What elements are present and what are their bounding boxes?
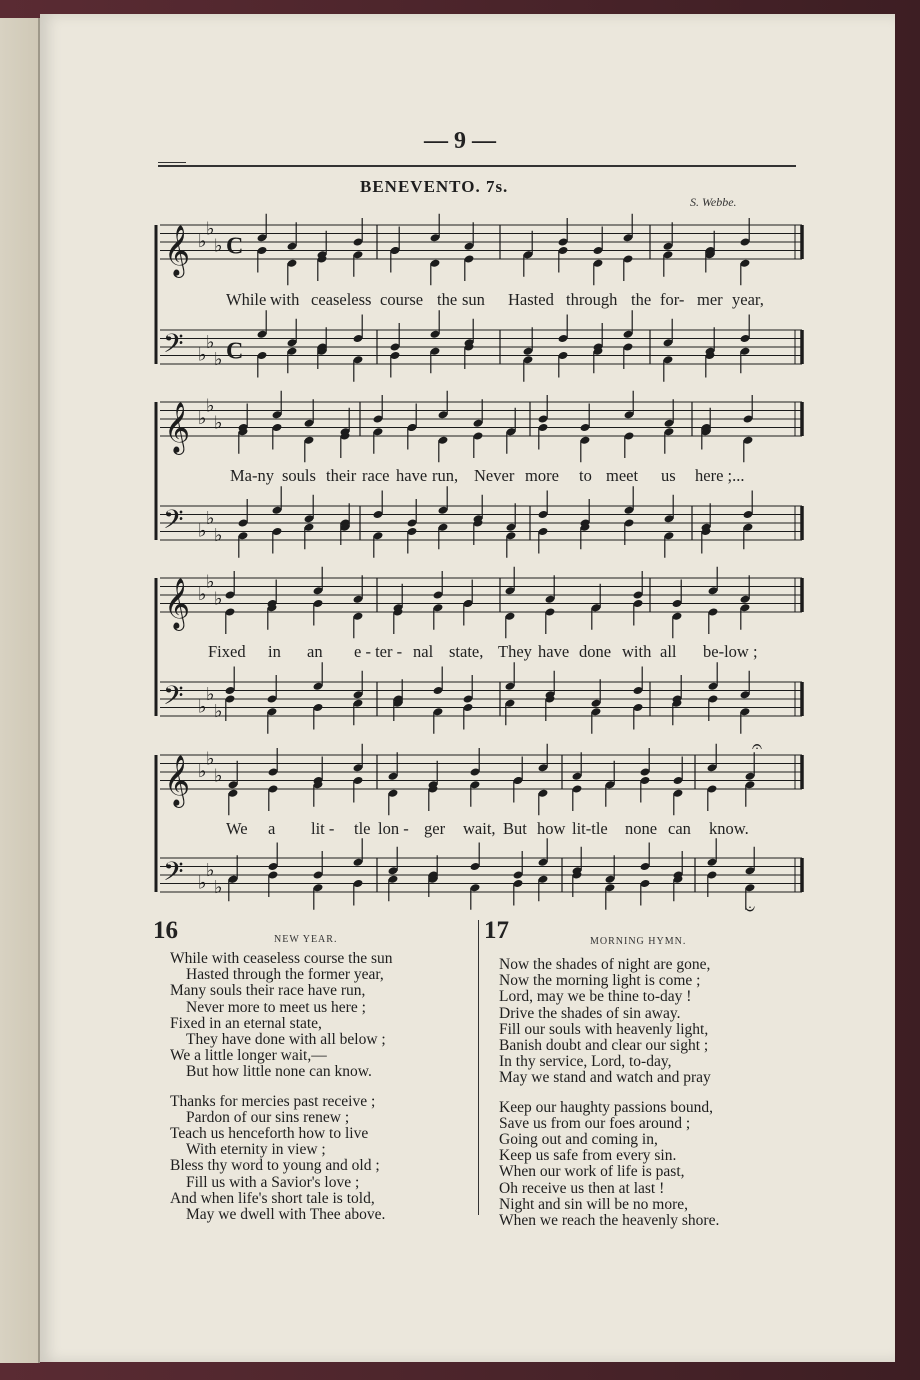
lyric-word: Hasted	[508, 290, 554, 309]
lyric-word: a	[268, 819, 276, 838]
lyric-word: run,	[432, 466, 459, 485]
lyric-word: how	[537, 819, 566, 838]
lyric-word: an	[307, 642, 323, 661]
lyric-word: While	[226, 290, 267, 309]
lyric-word: nal	[413, 642, 434, 661]
verse-line: Banish doubt and clear our sight ;	[499, 1037, 709, 1055]
verse-line: May we stand and watch and pray	[499, 1069, 711, 1087]
verse-line: When we reach the heavenly shore.	[499, 1212, 720, 1230]
verse-line: Keep our haughty passions bound,	[499, 1098, 713, 1116]
verse-line: Hasted through the former year,	[186, 966, 384, 984]
flat-icon: ♭	[198, 408, 207, 429]
verse-line: Now the morning light is come ;	[499, 972, 701, 990]
verse-line: With eternity in view ;	[186, 1141, 326, 1159]
lyric-word: can	[668, 819, 691, 838]
lyric-word: to	[579, 466, 592, 485]
verse-line: Thanks for mercies past receive ;	[170, 1092, 376, 1110]
lyric-word: their	[326, 466, 357, 485]
verse-line: Bless thy word to young and old ;	[170, 1157, 380, 1175]
common-time-icon: C	[226, 338, 244, 365]
lyric-word: the	[631, 290, 652, 309]
lyric-word: done	[579, 642, 612, 661]
lyric-word: race	[362, 466, 390, 485]
lyric-word: ceaseless	[311, 290, 372, 309]
lyric-word: none	[625, 819, 658, 838]
verse-line: They have done with all below ;	[186, 1031, 386, 1049]
verse-line: But how little none can know.	[186, 1063, 372, 1081]
verse-line: When our work of life is past,	[499, 1163, 685, 1181]
treble-clef-icon: 𝄞	[164, 755, 191, 806]
flat-icon: ♭	[198, 344, 207, 366]
bass-clef-icon: 𝄢	[163, 503, 184, 542]
flat-icon: ♭	[206, 683, 215, 705]
lyric-word: have	[538, 642, 570, 661]
flat-icon: ♭	[206, 331, 215, 353]
column-divider	[478, 920, 479, 1215]
hymn-text	[499, 957, 719, 1229]
lyric-word: meet	[606, 466, 639, 485]
flat-icon: ♭	[214, 876, 223, 898]
lyric-word: Fixed	[208, 642, 246, 661]
verse-line: And when life's short tale is told,	[170, 1189, 375, 1207]
flat-icon: ♭	[198, 231, 207, 252]
verse-line: Lord, may we be thine to-day !	[499, 988, 692, 1006]
lyric-word: all	[660, 642, 677, 661]
verse-line: Fixed in an eternal state,	[170, 1014, 322, 1032]
hymn-number: 17	[484, 917, 509, 944]
flat-icon: ♭	[214, 765, 223, 787]
lyric-word: mer	[697, 290, 723, 309]
flat-icon: ♭	[214, 588, 223, 610]
treble-clef-icon: 𝄞	[164, 402, 191, 453]
verse-line: Pardon of our sins renew ;	[186, 1108, 350, 1126]
lyric-word: lon -	[378, 819, 409, 838]
verse-line: May we dwell with Thee above.	[186, 1206, 386, 1224]
flat-icon: ♭	[214, 235, 223, 257]
lyric-word: Never	[474, 466, 515, 485]
hymn-number: 16	[153, 917, 178, 944]
lyric-word: sun	[462, 290, 485, 309]
verse-line: Fill us with a Savior's love ;	[186, 1173, 360, 1191]
lyric-word: have	[396, 466, 428, 485]
fermata-icon: 𝄑	[745, 899, 756, 920]
verse-line: Now the shades of night are gone,	[499, 956, 711, 973]
flat-icon: ♭	[206, 395, 215, 417]
flat-icon: ♭	[206, 507, 215, 529]
common-time-icon: C	[226, 233, 244, 260]
flat-icon: ♭	[214, 524, 223, 546]
lyric-word: here ;...	[695, 466, 745, 485]
tune-title: BENEVENTO. 7s.	[360, 177, 509, 196]
lyric-word: the	[437, 290, 458, 309]
lyric-word: through	[566, 290, 618, 309]
lyric-word: ger	[424, 819, 446, 838]
verse-line: Never more to meet us here ;	[186, 998, 366, 1016]
lyric-word: Ma-ny	[230, 466, 274, 485]
flat-icon: ♭	[198, 872, 207, 894]
flat-icon: ♭	[198, 520, 207, 542]
flat-icon: ♭	[198, 696, 207, 718]
treble-clef-icon: 𝄞	[164, 578, 191, 629]
lyric-word: in	[268, 642, 281, 661]
lyric-word: e - ter -	[354, 642, 403, 661]
lyric-word: lit-tle	[572, 819, 608, 838]
verse-line: Save us from our foes around ;	[499, 1114, 691, 1132]
lyric-word: But	[503, 819, 527, 838]
verse-line: While with ceaseless course the sun	[170, 950, 393, 967]
lyric-word: wait,	[463, 819, 496, 838]
treble-clef-icon: 𝄞	[164, 225, 191, 276]
bass-clef-icon: 𝄢	[163, 327, 184, 366]
flat-icon: ♭	[206, 218, 215, 240]
verse-line: Night and sin will be no more,	[499, 1195, 688, 1213]
composer: S. Webbe.	[690, 195, 737, 209]
lyric-word: be-low ;	[703, 642, 758, 661]
lyric-word: more	[525, 466, 559, 485]
fermata-icon: 𝄐	[752, 736, 763, 757]
flat-icon: ♭	[206, 571, 215, 593]
hymn-title: MORNING HYMN.	[590, 936, 687, 947]
verse-line: In thy service, Lord, to-day,	[499, 1053, 672, 1071]
flat-icon: ♭	[214, 700, 223, 722]
verse-line: Drive the shades of sin away.	[499, 1004, 681, 1022]
flat-icon: ♭	[198, 584, 207, 605]
lyric-word: tle	[354, 819, 371, 838]
verse-line: Teach us henceforth how to live	[170, 1125, 369, 1143]
lyric-word: with	[622, 642, 652, 661]
flat-icon: ♭	[214, 348, 223, 370]
lyric-word: state,	[449, 642, 484, 661]
verse-line: We a little longer wait,—	[170, 1047, 327, 1065]
lyric-word: for-	[660, 290, 685, 309]
lyric-word: with	[270, 290, 300, 309]
lyric-word: know.	[709, 819, 749, 838]
bass-clef-icon: 𝄢	[163, 855, 184, 894]
verse-line: Going out and coming in,	[499, 1131, 658, 1149]
lyric-word: We	[226, 819, 248, 838]
lyric-word: lit -	[311, 819, 335, 838]
flat-icon: ♭	[198, 761, 207, 782]
page-number: — 9 —	[424, 128, 496, 154]
flat-icon: ♭	[206, 748, 215, 770]
lyric-word: souls	[282, 466, 316, 485]
hymn-text	[170, 951, 393, 1223]
verse-line: Fill our souls with heavenly light,	[499, 1020, 709, 1038]
flat-icon: ♭	[214, 412, 223, 434]
lyric-word: us	[661, 466, 676, 485]
verse-line: Many souls their race have run,	[170, 982, 366, 1000]
verse-line: Oh receive us then at last !	[499, 1179, 665, 1197]
verse-line: Keep us safe from every sin.	[499, 1147, 677, 1165]
bass-clef-icon: 𝄢	[163, 679, 184, 718]
lyric-word: course	[380, 290, 424, 309]
hymn-title: NEW YEAR.	[274, 934, 338, 945]
flat-icon: ♭	[206, 859, 215, 881]
lyric-word: year,	[732, 290, 764, 309]
lyric-word: They	[498, 642, 532, 661]
